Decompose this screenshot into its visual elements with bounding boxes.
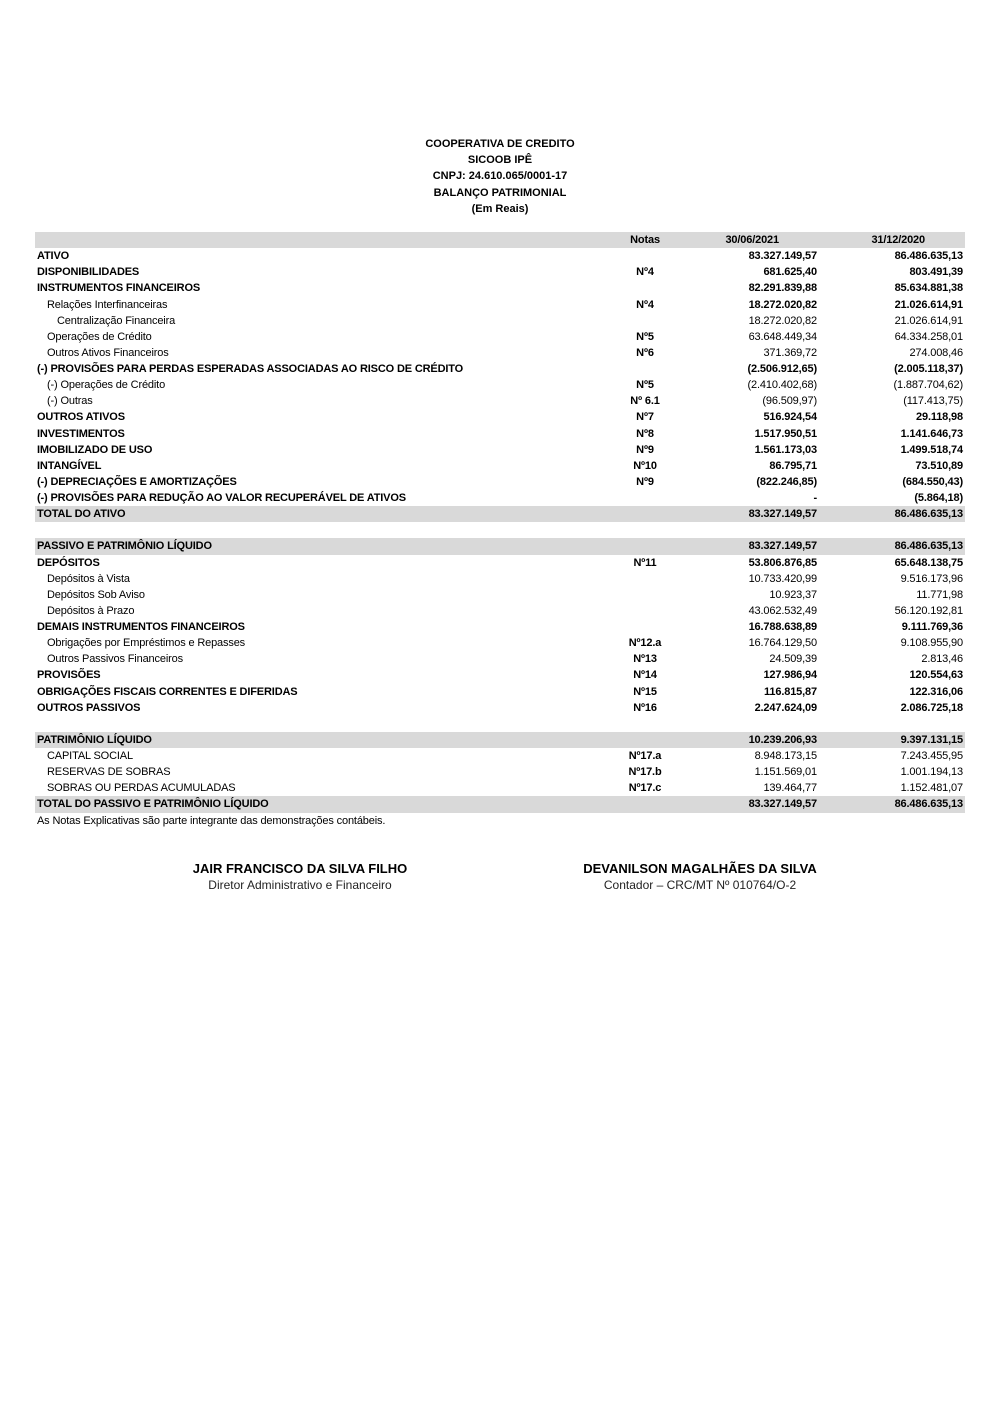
row-value-period1: 10.923,37 [769, 588, 817, 601]
row-value-period2: 803.491,39 [909, 266, 963, 279]
row-value-period1: 83.327.149,57 [748, 508, 817, 521]
row-value-period1: 43.062.532,49 [748, 604, 817, 617]
row-value-period2: 29.118,98 [916, 411, 963, 424]
row-value-period1: 16.788.638,89 [748, 621, 817, 633]
row-value-period1: (2.506.912,65) [747, 363, 817, 375]
row-label: (-) DEPRECIAÇÕES E AMORTIZAÇÕES [37, 475, 237, 488]
row-value-period2: 64.334.258,01 [894, 330, 963, 343]
row-value-period2: 2.086.725,18 [900, 701, 963, 714]
row-note: Nº9 [636, 443, 654, 456]
row-value-period1: 127.986,94 [763, 669, 817, 682]
row-value-period1: (822.246,85) [756, 475, 817, 488]
row-value-period1: 18.272.020,82 [748, 298, 817, 311]
table-row [35, 490, 965, 506]
row-label: OUTROS ATIVOS [37, 411, 125, 424]
row-value-period1: 371.369,72 [763, 346, 817, 359]
row-note: Nº14 [633, 669, 657, 682]
table-row [35, 361, 965, 377]
row-value-period1: 83.327.149,57 [748, 540, 817, 553]
table-row [35, 264, 965, 280]
row-label: OUTROS PASSIVOS [37, 701, 141, 714]
row-value-period2: 86.486.635,13 [894, 508, 963, 521]
table-row [35, 458, 965, 474]
table-row [35, 555, 965, 571]
table-row [35, 700, 965, 716]
row-label: SOBRAS OU PERDAS ACUMULADAS [47, 782, 236, 795]
row-value-period2: 86.486.635,13 [894, 250, 963, 263]
company-subname: SICOOB IPÊ [467, 154, 533, 167]
row-value-period1: 83.327.149,57 [748, 250, 817, 263]
row-value-period2: 274.008,46 [909, 346, 963, 359]
cnpj: CNPJ: 24.610.065/0001-17 [432, 170, 568, 183]
row-value-period2: 86.486.635,13 [894, 540, 963, 553]
row-label: (-) PROVISÕES PARA PERDAS ESPERADAS ASSOCIADAS AO RISCO DE CRÉDITO [37, 363, 464, 375]
row-note: Nº7 [636, 411, 654, 424]
column-header-row [35, 232, 965, 248]
row-label: INSTRUMENTOS FINANCEIROS [37, 282, 201, 295]
row-label: (-) Outras [47, 395, 93, 408]
row-value-period2: 9.516.173,96 [900, 572, 963, 585]
row-value-period2: 1.001.194,13 [900, 766, 963, 779]
row-value-period1: 24.509,39 [769, 653, 817, 666]
footnote: As Notas Explicativas são parte integrante das demonstrações contábeis. [37, 815, 386, 827]
row-value-period2: 9.108.955,90 [900, 637, 963, 650]
row-label: Centralização Financeira [57, 314, 176, 327]
row-label: INTANGÍVEL [37, 459, 102, 472]
spacer-row [35, 522, 965, 538]
table-row [35, 426, 965, 442]
row-value-period2: 9.397.131,15 [900, 733, 963, 746]
table-row [35, 796, 965, 812]
row-value-period1: 86.795,71 [769, 459, 817, 472]
row-label: IMOBILIZADO DE USO [37, 443, 153, 456]
row-value-period2: 1.152.481,07 [900, 782, 963, 795]
row-value-period2: (2.005.118,37) [894, 363, 963, 375]
table-row [35, 587, 965, 603]
row-value-period1: 16.764.129,50 [748, 637, 817, 650]
row-value-period2: 120.554,63 [909, 669, 963, 682]
table-row [35, 603, 965, 619]
table-row [35, 667, 965, 683]
row-value-period1: 681.625,40 [763, 266, 817, 279]
row-label: RESERVAS DE SOBRAS [47, 766, 171, 779]
column-header-period2: 31/12/2020 [871, 234, 925, 246]
row-value-period2: 7.243.455,95 [900, 750, 963, 762]
balance-sheet-table [35, 232, 965, 813]
row-note: Nº16 [633, 701, 657, 714]
column-header-period1: 30/06/2021 [725, 234, 779, 246]
row-note: Nº8 [636, 427, 654, 440]
row-note: Nº17.a [628, 750, 662, 762]
row-label: Depósitos à Prazo [47, 604, 135, 617]
row-note: Nº10 [633, 459, 657, 472]
table-row [35, 442, 965, 458]
row-value-period2: (117.413,75) [903, 395, 963, 408]
row-value-period1: 8.948.173,15 [754, 750, 817, 762]
table-row [35, 280, 965, 296]
row-note: Nº6 [636, 346, 654, 359]
row-label: Depósitos à Vista [47, 572, 130, 585]
row-label: INVESTIMENTOS [37, 427, 125, 440]
row-value-period1: 1.561.173,03 [754, 443, 817, 456]
row-value-period2: 86.486.635,13 [894, 798, 963, 811]
row-label: (-) PROVISÕES PARA REDUÇÃO AO VALOR RECUPERÁVEL DE ATIVOS [37, 492, 406, 504]
spacer-row [35, 716, 965, 732]
row-label: PROVISÕES [37, 669, 101, 682]
table-row [35, 409, 965, 425]
table-row [35, 571, 965, 587]
row-note: Nº9 [636, 475, 654, 488]
row-label: DEPÓSITOS [37, 556, 100, 569]
row-label: CAPITAL SOCIAL [47, 750, 133, 762]
row-value-period2: 9.111.769,36 [901, 621, 963, 633]
row-note: Nº12.a [628, 637, 662, 650]
row-value-period1: 1.151.569,01 [754, 766, 817, 779]
row-value-period2: (684.550,43) [902, 475, 963, 488]
row-label: DISPONIBILIDADES [37, 266, 140, 279]
row-label: TOTAL DO PASSIVO E PATRIMÔNIO LÍQUIDO [37, 798, 269, 811]
table-row [35, 248, 965, 264]
table-row [35, 329, 965, 345]
row-note: Nº13 [633, 653, 657, 666]
row-value-period2: 2.813,46 [921, 653, 963, 666]
row-value-period1: - [813, 492, 817, 504]
table-row [35, 345, 965, 361]
table-row [35, 619, 965, 635]
company-name: COOPERATIVA DE CREDITO [425, 138, 575, 150]
row-value-period1: 2.247.624,09 [754, 701, 817, 714]
row-value-period1: 116.815,87 [764, 685, 817, 698]
row-note: Nº4 [636, 298, 654, 311]
row-note: Nº4 [636, 266, 654, 279]
row-value-period2: (5.864,18) [914, 492, 963, 504]
signatory-name: JAIR FRANCISCO DA SILVA FILHO [192, 861, 408, 876]
row-note: Nº 6.1 [630, 395, 660, 408]
row-value-period1: 82.291.839,88 [748, 282, 817, 295]
row-note: Nº17.b [628, 766, 662, 779]
row-label: OBRIGAÇÕES FISCAIS CORRENTES E DIFERIDAS [37, 685, 298, 698]
document-title: BALANÇO PATRIMONIAL [433, 186, 567, 199]
row-label: Depósitos Sob Aviso [47, 588, 145, 601]
row-label: Relações Interfinanceiras [47, 298, 168, 311]
table-row [35, 393, 965, 409]
table-row [35, 506, 965, 522]
signature-director [150, 860, 450, 894]
row-value-period2: 21.026.614,91 [894, 298, 963, 311]
row-value-period1: 18.272.020,82 [748, 314, 817, 327]
row-value-period1: (96.509,97) [762, 395, 817, 408]
row-label: Outros Passivos Financeiros [47, 653, 183, 666]
row-label: TOTAL DO ATIVO [37, 508, 126, 521]
row-value-period1: 1.517.950,51 [754, 427, 817, 440]
table-row [35, 297, 965, 313]
table-row [35, 635, 965, 651]
row-value-period2: 1.499.518,74 [900, 443, 963, 456]
row-note: Nº15 [633, 685, 657, 698]
row-value-period1: 10.239.206,93 [748, 733, 817, 746]
row-value-period1: 10.733.420,99 [748, 572, 817, 585]
table-row [35, 538, 965, 554]
table-row [35, 313, 965, 329]
row-label: ATIVO [37, 250, 70, 263]
row-value-period2: (1.887.704,62) [893, 379, 963, 392]
row-label: (-) Operações de Crédito [47, 379, 166, 392]
column-header-notes: Notas [630, 234, 660, 246]
document-header [0, 136, 1000, 217]
row-value-period2: 21.026.614,91 [894, 314, 963, 327]
row-value-period2: 56.120.192,81 [894, 604, 963, 617]
row-value-period2: 85.634.881,38 [894, 282, 963, 295]
row-label: PATRIMÔNIO LÍQUIDO [37, 733, 152, 746]
row-value-period1: 63.648.449,34 [748, 330, 817, 343]
signatory-name: DEVANILSON MAGALHÃES DA SILVA [583, 861, 817, 876]
table-row [35, 764, 965, 780]
row-value-period2: 73.510,89 [915, 459, 963, 472]
table-row [35, 474, 965, 490]
row-value-period2: 11.771,98 [916, 588, 963, 601]
row-value-period2: 122.316,06 [909, 685, 963, 698]
row-note: Nº5 [636, 330, 654, 343]
row-label: DEMAIS INSTRUMENTOS FINANCEIROS [37, 621, 245, 633]
table-row [35, 684, 965, 700]
currency-note: (Em Reais) [471, 202, 529, 215]
row-label: Operações de Crédito [47, 330, 152, 343]
row-value-period1: 53.806.876,85 [748, 556, 817, 569]
signature-accountant [540, 860, 860, 894]
table-row [35, 651, 965, 667]
signatory-role: Diretor Administrativo e Financeiro [208, 878, 392, 892]
table-row [35, 732, 965, 748]
row-value-period2: 1.141.646,73 [900, 427, 963, 440]
row-note: Nº11 [633, 556, 657, 569]
row-value-period1: 139.464,77 [763, 782, 817, 795]
row-label: Outros Ativos Financeiros [47, 346, 169, 359]
table-row [35, 377, 965, 393]
table-row [35, 780, 965, 796]
row-value-period1: 83.327.149,57 [748, 798, 817, 811]
table-row [35, 748, 965, 764]
row-note: Nº17.c [628, 782, 662, 795]
row-label: PASSIVO E PATRIMÔNIO LÍQUIDO [37, 540, 212, 553]
row-value-period1: (2.410.402,68) [747, 379, 817, 392]
row-label: Obrigações por Empréstimos e Repasses [47, 637, 246, 650]
row-note: Nº5 [636, 379, 654, 392]
row-value-period2: 65.648.138,75 [894, 556, 963, 569]
row-value-period1: 516.924,54 [763, 411, 817, 424]
signatory-role: Contador – CRC/MT Nº 010764/O-2 [603, 878, 797, 892]
